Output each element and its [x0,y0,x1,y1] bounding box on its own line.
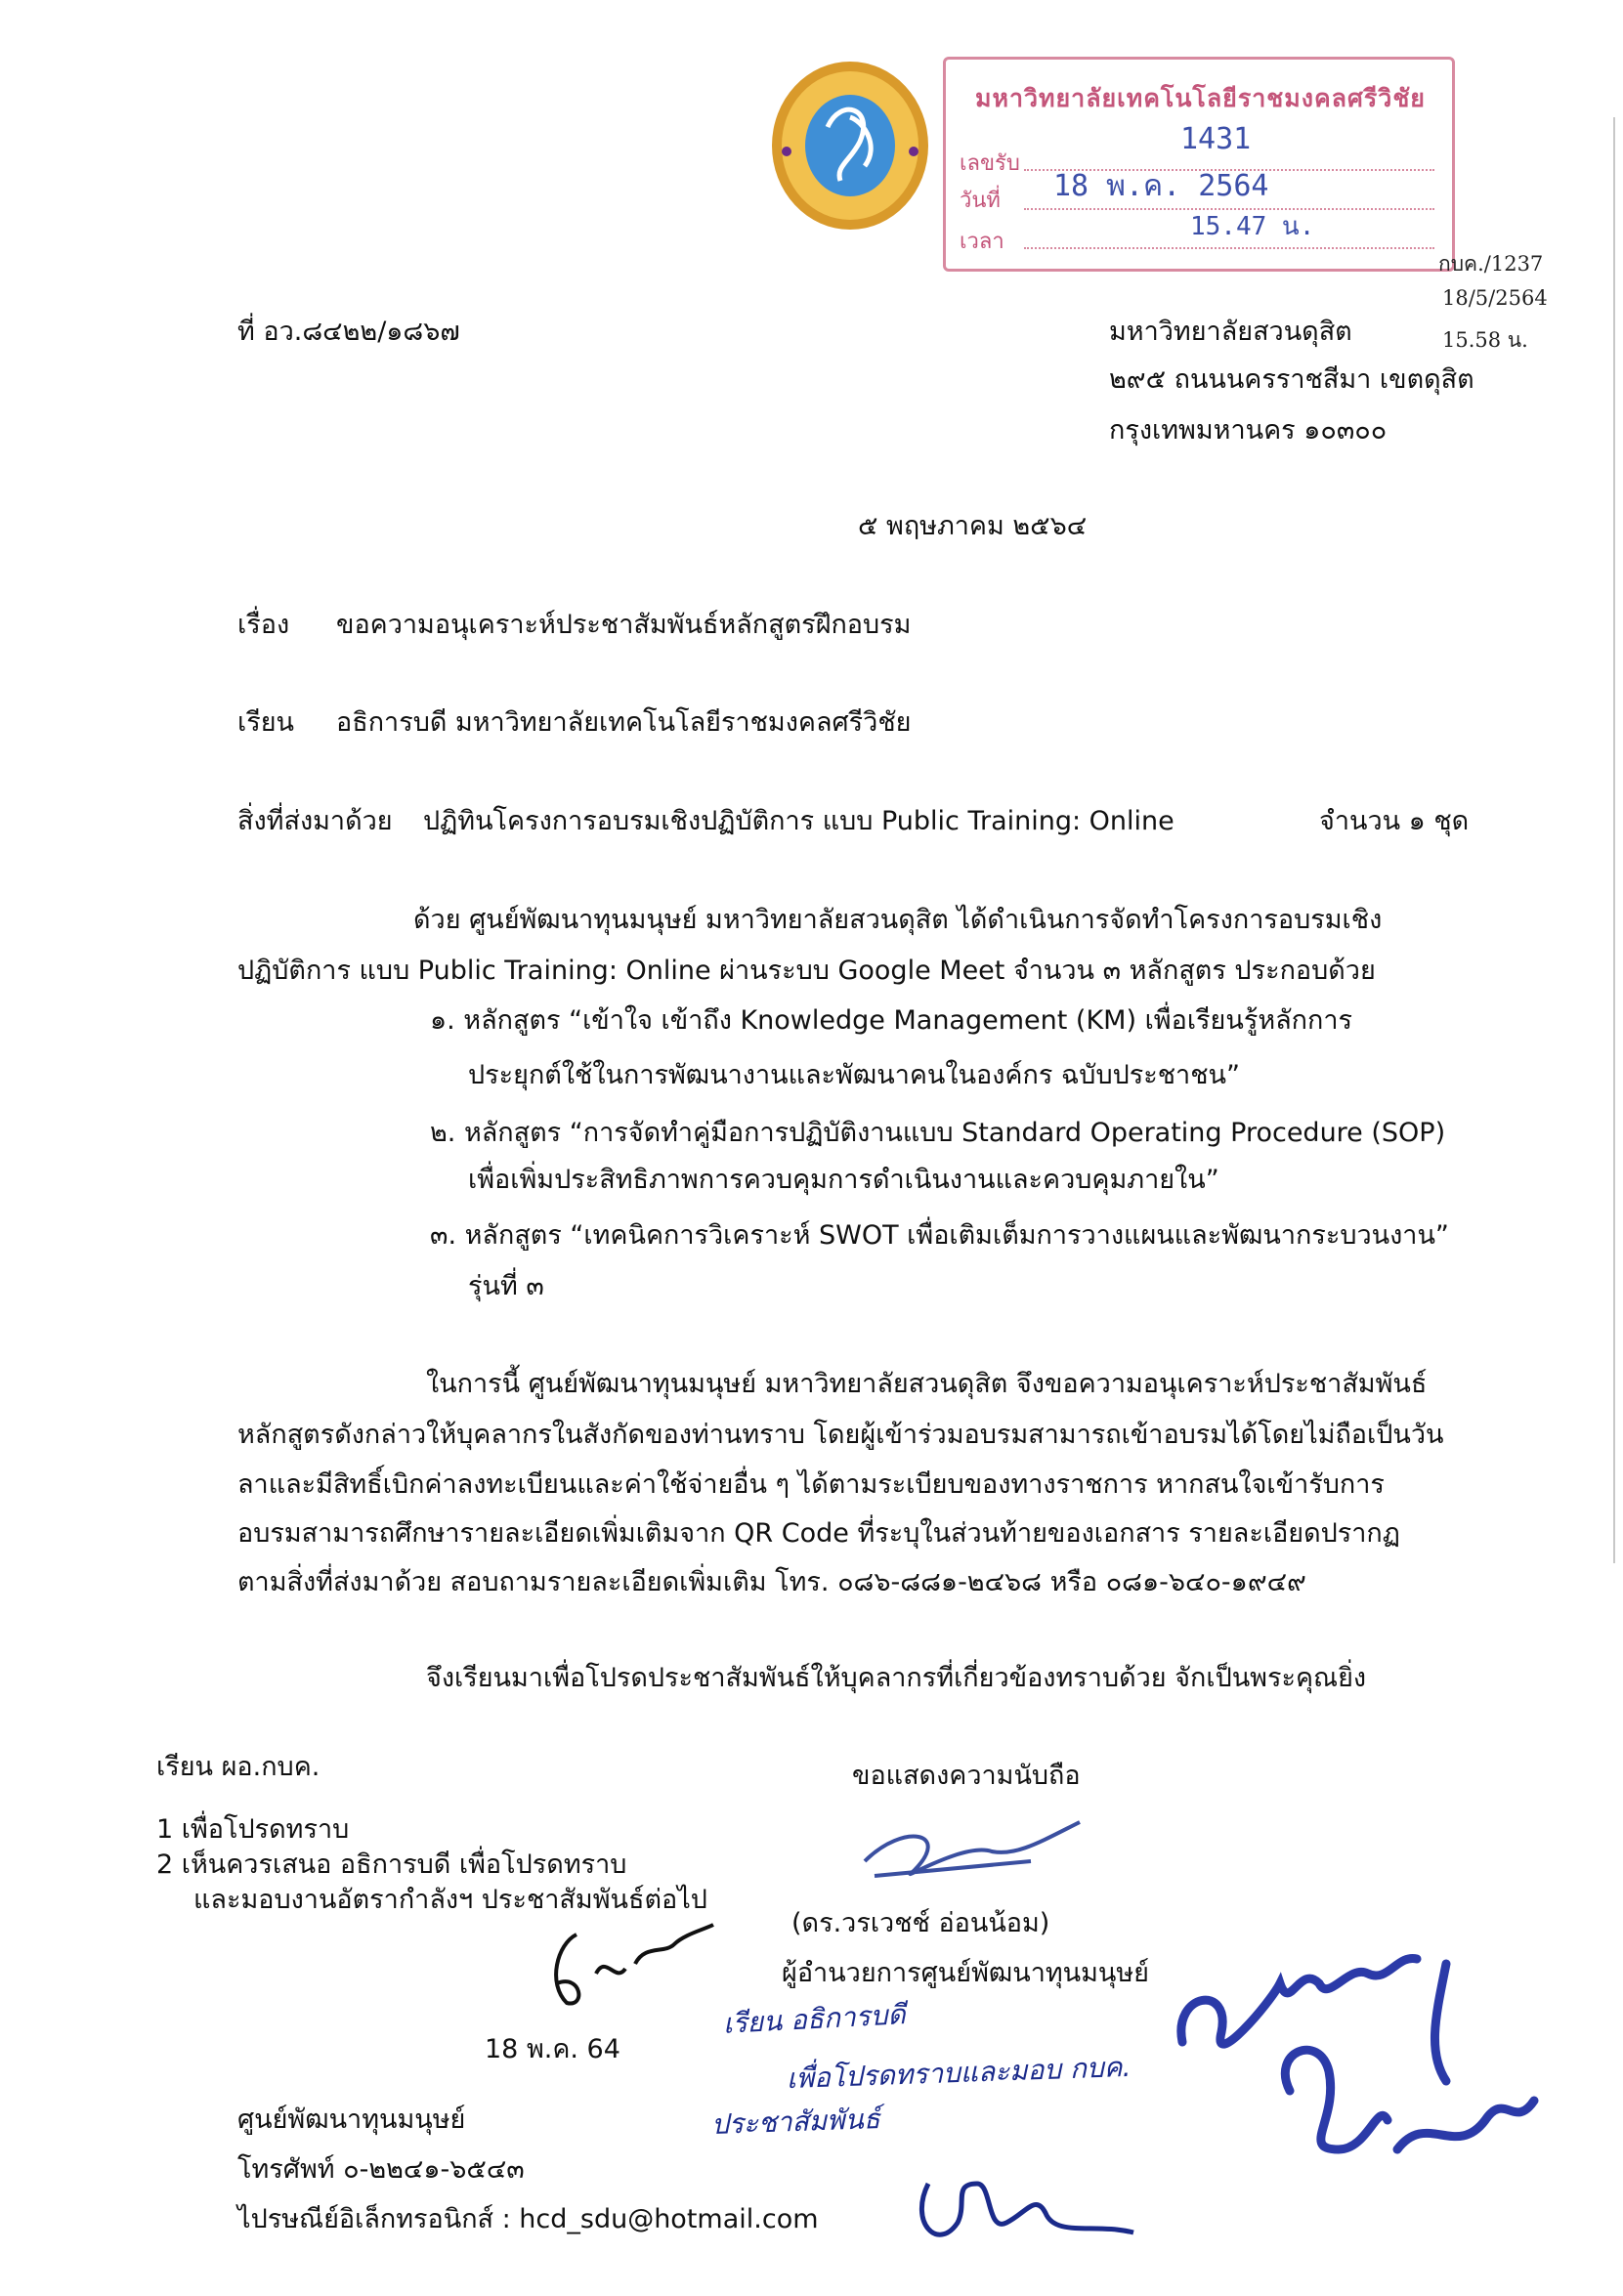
footer-email: ไปรษณีย์อิเล็กทรอนิกส์ : hcd_sdu@hotmail.com [237,2204,819,2234]
sender-address-1: ๒๙๕ ถนนนครราชสีมา เขตดุสิต [1109,364,1474,395]
subject-text: ขอความอนุเคราะห์ประชาสัมพันธ์หลักสูตรฝึกอบรม [336,610,912,640]
executive-handwritten-signature [1153,1925,1563,2218]
memo-to: เรียน ผอ.กบค. [156,1752,320,1782]
course-item-2-line2: เพื่อเพิ่มประสิทธิภาพการควบคุมการดำเนินงานและควบคุมภายใน” [468,1165,1219,1195]
footer-department: ศูนย์พัฒนาทุนมนุษย์ [237,2105,466,2135]
stamp-date-label: วันที่ [960,189,1001,213]
course-item-1-line2: ประยุกต์ใช้ในการพัฒนางานและพัฒนาคนในองค์กร ฉบับประชาชน” [468,1060,1240,1090]
stamp-time-label: เวลา [960,230,1004,254]
stamp-org: มหาวิทยาลัยเทคโนโลยีราชมงคลศรีวิชัย [975,84,1426,112]
enclosure-text: ปฏิทินโครงการอบรมเชิงปฏิบัติการ แบบ Public Training: Online [423,806,1175,836]
paragraph2-line1: ในการนี้ ศูนย์พัฒนาทุนมนุษย์ มหาวิทยาลัยสวนดุสิต จึงขอความอนุเคราะห์ประชาสัมพันธ์ [426,1369,1428,1399]
reference-number: ที่ อว.๘๔๒๒/๑๘๖๗ [237,317,460,347]
handwritten-note-line3: ประชาสัมพันธ์ [710,2102,881,2142]
letter-date: ๕ พฤษภาคม ๒๕๖๔ [858,511,1088,541]
course-item-3-line1: ๓. หลักสูตร “เทคนิคการวิเคราะห์ SWOT เพื่อเติมเต็มการวางแผนและพัฒนากระบวนงาน” [430,1220,1449,1251]
course-item-2-line1: ๒. หลักสูตร “การจัดทำคู่มือการปฏิบัติงานแบบ Standard Operating Procedure (SOP) [430,1118,1446,1148]
paragraph2-line3: ลาและมีสิทธิ์เบิกค่าลงทะเบียนและค่าใช้จ่ายอื่น ๆ ได้ตามระเบียบของทางราชการ หากสนใจเข้ารับการ [237,1469,1385,1500]
paragraph1-line1: ด้วย ศูนย์พัฒนาทุนมนุษย์ มหาวิทยาลัยสวนดุสิต ได้ดำเนินการจัดทำโครงการอบรมเชิง [413,905,1383,935]
regards-text: ขอแสดงความนับถือ [852,1761,1081,1791]
stamp-receive-label: เลขรับ [960,151,1020,176]
paragraph2-line5: ตามสิ่งที่ส่งมาด้วย สอบถามรายละเอียดเพิ่มเติม โทร. ๐๘๖-๘๘๑-๒๔๖๘ หรือ ๐๘๑-๖๔๐-๑๙๔๙ [237,1567,1306,1597]
enclosure-label: สิ่งที่ส่งมาด้วย [237,806,393,836]
memo-item-1: 1 เพื่อโปรดทราบ [156,1814,350,1845]
memo-date: 18 พ.ค. 64 [485,2034,620,2064]
typed-note-line3: 15.58 น. [1442,328,1528,352]
page-edge-shadow [1613,117,1615,1563]
course-item-3-line2: รุ่นที่ ๓ [468,1271,544,1301]
university-logo [767,59,933,233]
recipient-label: เรียน [237,707,295,738]
memo-item-2-line1: 2 เห็นควรเสนอ อธิการบดี เพื่อโปรดทราบ [156,1850,627,1880]
handwritten-note-line2: เพื่อโปรดทราบและมอบ กบค. [786,2050,1132,2096]
paragraph2-line2: หลักสูตรดังกล่าวให้บุคลากรในสังกัดของท่านทราบ โดยผู้เข้าร่วมอบรมสามารถเข้าอบรมได้โดยไม่ถือเป็นวัน [237,1420,1444,1450]
stamp-date-value: 18 พ.ค. 2564 [1053,169,1269,203]
stamp-time-value: 15.47 น. [1190,212,1315,241]
handwritten-note-line1: เรียน อธิการบดี [722,1998,907,2040]
signer-name: (ดร.วรเวชช์ อ่อนน้อม) [791,1908,1050,1938]
closing-paragraph: จึงเรียนมาเพื่อโปรดประชาสัมพันธ์ให้บุคลากรที่เกี่ยวข้องทราบด้วย จักเป็นพระคุณยิ่ง [426,1663,1367,1693]
handwritten-signature-small [899,2145,1153,2262]
typed-note-line1: กบค./1237 [1438,252,1544,276]
sender-name: มหาวิทยาลัยสวนดุสิต [1109,317,1352,347]
enclosure-quantity: จำนวน ๑ ชุด [1319,806,1470,836]
signer-title: ผู้อำนวยการศูนย์พัฒนาทุนมนุษย์ [782,1958,1149,1988]
memo-item-2-line2: และมอบงานอัตรากำลังฯ ประชาสัมพันธ์ต่อไป [193,1885,707,1915]
memo-signature [537,1915,733,2013]
received-stamp [943,57,1455,272]
director-signature [845,1803,1089,1891]
subject-label: เรื่อง [237,610,290,640]
course-item-1-line1: ๑. หลักสูตร “เข้าใจ เข้าถึง Knowledge Management (KM) เพื่อเรียนรู้หลักการ [430,1005,1353,1036]
paragraph2-line4: อบรมสามารถศึกษารายละเอียดเพิ่มเติมจาก QR Code ที่ระบุในส่วนท้ายของเอกสาร รายละเอียดปรากฏ [237,1518,1400,1549]
footer-phone: โทรศัพท์ ๐-๒๒๔๑-๖๕๔๓ [237,2154,525,2185]
paragraph1-line2: ปฏิบัติการ แบบ Public Training: Online ผ่านระบบ Google Meet จำนวน ๓ หลักสูตร ประกอบด้วย [237,956,1376,986]
recipient-text: อธิการบดี มหาวิทยาลัยเทคโนโลยีราชมงคลศรีวิชัย [336,707,912,738]
typed-note-line2: 18/5/2564 [1442,286,1548,310]
stamp-receive-number: 1431 [1180,122,1252,156]
sender-address-2: กรุงเทพมหานคร ๑๐๓๐๐ [1109,415,1388,446]
